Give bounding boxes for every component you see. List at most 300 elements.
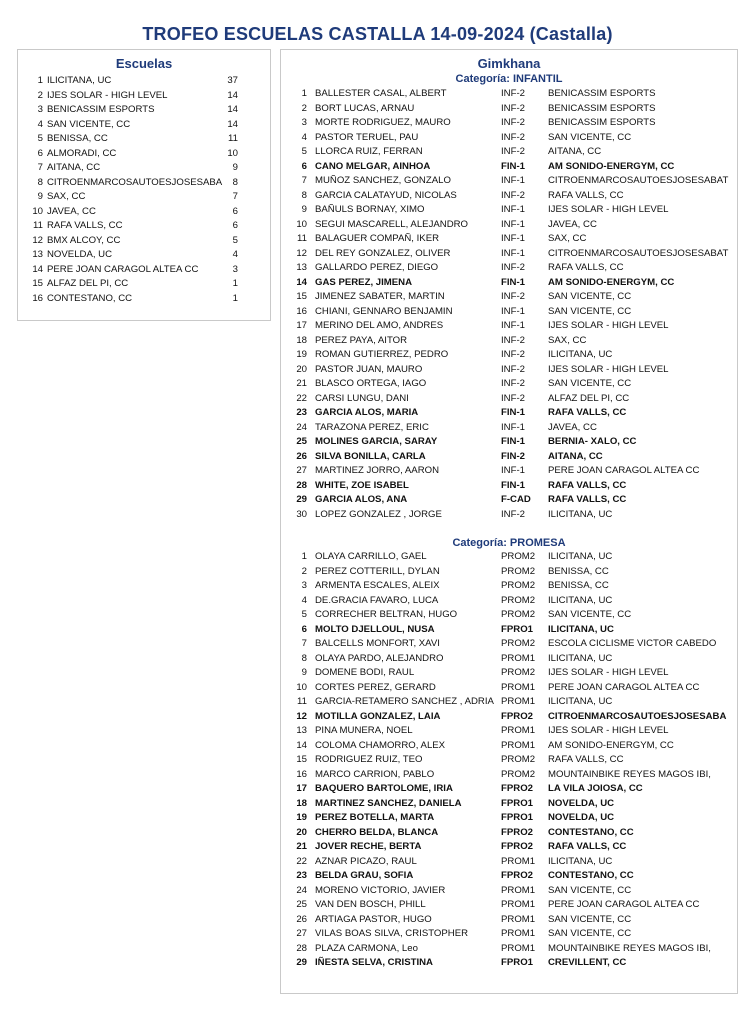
position: 14 [296,739,307,751]
rider-category: PROM1 [501,928,536,939]
rider-name: RODRIGUEZ RUIZ, TEO [315,754,423,765]
position: 8 [37,176,43,188]
club-name: BENICASSIM ESPORTS [548,117,656,128]
club-name: PERE JOAN CARAGOL ALTEA CC [548,899,700,910]
promesa-row [281,884,737,899]
rider-name: IÑESTA SELVA, CRISTINA [315,957,433,968]
infantil-row [281,232,737,247]
position: 2 [37,89,43,101]
rider-name: BAQUERO BARTOLOME, IRIA [315,783,453,794]
rider-category: INF-2 [501,146,525,157]
club-name: ILICITANA, UC [548,594,613,606]
rider-name: CHIANI, GENNARO BENJAMIN [315,305,453,317]
rider-name: BAÑULS BORNAY, XIMO [315,204,425,215]
rider-category: FPRO1 [501,623,533,635]
position: 16 [296,305,307,317]
rider-category: PROM1 [501,942,536,954]
position: 6 [301,160,307,172]
rider-category: PROM1 [501,652,536,664]
rider-name: VAN DEN BOSCH, PHILL [315,899,426,910]
escuelas-row [26,205,270,220]
infantil-list [281,87,737,522]
club-name: SAN VICENTE, CC [548,378,632,389]
rider-name: MOLTO DJELLOUL, NUSA [315,623,435,635]
rider-name: BALAGUER COMPAÑ, IKER [315,233,440,244]
position: 10 [32,205,43,217]
promesa-row [281,782,737,797]
club-name: AM SONIDO-ENERGYM, CC [548,739,674,751]
rider-name: PEREZ PAYA, AITOR [315,334,408,346]
rider-name: ROMAN GUTIERREZ, PEDRO [315,349,449,360]
escuelas-row [26,234,270,249]
escuelas-heading: Escuelas [115,56,173,71]
infantil-row [281,261,737,276]
position: 3 [301,580,307,591]
infantil-row [281,218,737,233]
position: 27 [296,465,307,476]
rider-name: PEREZ BOTELLA, MARTA [315,812,435,823]
infantil-row [281,464,737,479]
club-name: SAN VICENTE, CC [548,131,632,143]
gimkhana-heading: Gimkhana [477,56,541,71]
rider-name: BORT LUCAS, ARNAU [315,102,415,114]
points: 14 [227,104,238,115]
position: 4 [37,118,43,130]
rider-category: INF-1 [501,320,525,331]
rider-category: INF-1 [501,421,525,433]
club-name: ILICITANA, UC [548,696,613,707]
rider-category: FPRO2 [501,710,533,722]
infantil-row [281,145,737,160]
position: 18 [296,334,307,346]
rider-name: TARAZONA PEREZ, ERIC [315,421,429,433]
infantil-row [281,305,737,320]
club-name: JAVEA, CC [548,218,597,230]
infantil-row [281,508,737,523]
school-name: SAX, CC [47,191,86,202]
infantil-row [281,189,737,204]
club-name: NOVELDA, UC [548,812,615,823]
position: 19 [296,349,307,360]
rider-category: PROM2 [501,565,536,577]
rider-name: OLAYA PARDO, ALEJANDRO [315,652,444,664]
rider-name: SEGUI MASCARELL, ALEJANDRO [315,218,469,230]
promesa-row [281,826,737,841]
rider-category: FIN-1 [501,407,525,418]
rider-name: CORTES PEREZ, GERARD [315,681,436,693]
rider-name: PLAZA CARMONA, Leo [315,942,418,954]
rider-category: INF-2 [501,508,525,520]
position: 23 [296,870,307,881]
rider-category: FIN-1 [501,276,525,288]
infantil-row [281,319,737,334]
rider-category: PROM2 [501,594,536,606]
position: 7 [301,175,307,186]
rider-name: CHERRO BELDA, BLANCA [315,826,439,838]
rider-category: INF-1 [501,175,525,186]
infantil-row [281,160,737,175]
position: 21 [296,378,307,389]
club-name: SAX, CC [548,334,587,346]
rider-category: INF-2 [501,378,525,389]
infantil-row [281,348,737,363]
club-name: ILICITANA, UC [548,551,613,562]
escuelas-row [26,292,270,307]
escuelas-row [26,103,270,118]
club-name: JAVEA, CC [548,421,597,433]
promesa-row [281,855,737,870]
promesa-row [281,695,737,710]
rider-category: FIN-2 [501,450,525,462]
infantil-row [281,435,737,450]
club-name: BENISSA, CC [548,565,609,577]
rider-category: PROM1 [501,725,536,736]
rider-name: MORTE RODRIGUEZ, MAURO [315,117,451,128]
club-name: NOVELDA, UC [548,797,615,809]
rider-category: INF-2 [501,334,525,346]
escuelas-row [26,132,270,147]
escuelas-row [26,176,270,191]
rider-category: PROM1 [501,696,536,707]
club-name: BERNIA- XALO, CC [548,436,637,447]
infantil-row [281,174,737,189]
promesa-row [281,608,737,623]
rider-name: PASTOR JUAN, MAURO [315,363,423,375]
rider-name: MARTINEZ SANCHEZ, DANIELA [315,797,462,809]
rider-category: INF-2 [501,363,525,375]
school-name: RAFA VALLS, CC [47,220,123,231]
rider-category: PROM1 [501,855,536,867]
promesa-row [281,579,737,594]
position: 2 [301,565,307,577]
rider-name: GARCIA ALOS, MARIA [315,407,419,418]
rider-category: PROM2 [501,667,536,678]
position: 11 [297,233,307,244]
promesa-row [281,565,737,580]
infantil-row [281,116,737,131]
position: 12 [296,710,307,722]
club-name: RAFA VALLS, CC [548,407,627,418]
rider-category: INF-1 [501,305,525,317]
position: 12 [296,247,307,259]
club-name: MOUNTAINBIKE REYES MAGOS IBI, [548,942,711,954]
school-name: IJES SOLAR - HIGH LEVEL [47,89,168,101]
club-name: ILICITANA, UC [548,855,613,867]
club-name: PERE JOAN CARAGOL ALTEA CC [548,465,700,476]
rider-name: DOMENE BODI, RAUL [315,667,415,678]
promesa-row [281,724,737,739]
rider-name: JOVER RECHE, BERTA [315,841,422,852]
club-name: IJES SOLAR - HIGH LEVEL [548,725,669,736]
escuelas-row [26,74,270,89]
promesa-row [281,623,737,638]
position: 13 [296,262,307,273]
position: 17 [296,320,307,331]
position: 28 [296,479,307,491]
position: 9 [37,191,43,202]
position: 6 [37,147,43,159]
rider-name: MARTINEZ JORRO, AARON [315,465,440,476]
rider-name: DEL REY GONZALEZ, OLIVER [315,247,451,259]
position: 4 [301,594,307,606]
rider-name: CARSI LUNGU, DANI [315,392,409,404]
rider-name: GAS PEREZ, JIMENA [315,276,413,288]
promesa-row [281,753,737,768]
promesa-row [281,956,737,971]
infantil-row [281,276,737,291]
points: 1 [232,292,238,304]
position: 1 [37,75,43,86]
infantil-heading: Categoría: INFANTIL [455,73,563,85]
club-name: BENICASSIM ESPORTS [548,102,656,114]
escuelas-row [26,190,270,205]
club-name: SAN VICENTE, CC [548,291,632,302]
escuelas-row [26,118,270,133]
promesa-row [281,652,737,667]
position: 16 [32,292,43,304]
rider-name: MUÑOZ SANCHEZ, GONZALO [315,175,451,186]
points: 14 [227,89,238,101]
rider-name: MOLINES GARCIA, SARAY [315,436,438,447]
position: 6 [301,623,307,635]
points: 9 [232,162,238,173]
promesa-row [281,637,737,652]
rider-category: FIN-1 [501,160,525,172]
promesa-row [281,550,737,565]
club-name: RAFA VALLS, CC [548,494,627,505]
rider-category: FPRO1 [501,812,533,823]
club-name: RAFA VALLS, CC [548,479,627,491]
position: 9 [301,667,307,678]
rider-category: INF-2 [501,102,525,114]
gimkhana-panel [280,49,738,994]
club-name: AM SONIDO-ENERGYM, CC [548,160,675,172]
club-name: AITANA, CC [548,146,602,157]
rider-category: FPRO2 [501,783,533,794]
rider-name: MERINO DEL AMO, ANDRES [315,320,444,331]
position: 26 [296,913,307,925]
escuelas-panel [17,49,271,321]
position: 18 [296,797,307,809]
rider-category: FIN-1 [501,479,525,491]
points: 1 [232,278,238,289]
rider-name: GARCIA ALOS, ANA [315,494,408,505]
position: 22 [296,392,307,404]
rider-category: INF-1 [501,247,525,259]
infantil-row [281,334,737,349]
club-name: BENICASSIM ESPORTS [548,88,656,99]
page-title: TROFEO ESCUELAS CASTALLA 14-09-2024 (Castalla) [142,24,613,44]
points: 7 [232,191,238,202]
position: 4 [301,131,307,143]
position: 25 [296,899,307,910]
club-name: CONTESTANO, CC [548,826,634,838]
club-name: SAN VICENTE, CC [548,913,632,925]
infantil-row [281,392,737,407]
school-name: ILICITANA, UC [47,75,112,86]
rider-category: PROM1 [501,739,536,751]
position: 22 [296,855,307,867]
promesa-row [281,869,737,884]
club-name: IJES SOLAR - HIGH LEVEL [548,320,669,331]
position: 29 [296,494,307,505]
points: 8 [232,176,238,188]
club-name: ILICITANA, UC [548,652,613,664]
rider-name: ARTIAGA PASTOR, HUGO [315,913,432,925]
rider-name: SILVA BONILLA, CARLA [315,450,426,462]
rider-category: INF-1 [501,204,525,215]
rider-name: WHITE, ZOE ISABEL [315,479,409,491]
rider-name: PASTOR TERUEL, PAU [315,131,419,143]
school-name: BENISSA, CC [47,133,108,144]
position: 25 [296,436,307,447]
position: 1 [301,88,307,99]
position: 5 [301,609,307,620]
promesa-row [281,898,737,913]
position: 2 [301,102,307,114]
escuelas-row [26,161,270,176]
position: 15 [296,291,307,302]
rider-category: PROM1 [501,913,536,925]
rider-name: PEREZ COTTERILL, DYLAN [315,565,440,577]
points: 3 [232,263,238,275]
rider-category: PROM1 [501,884,536,896]
school-name: JAVEA, CC [47,205,96,217]
points: 11 [228,133,238,144]
school-name: ALMORADI, CC [47,147,117,159]
points: 5 [232,234,238,246]
position: 3 [37,104,43,115]
rider-category: INF-2 [501,189,525,201]
points: 10 [227,147,238,159]
school-name: BMX ALCOY, CC [47,234,121,246]
position: 15 [32,278,43,289]
rider-name: PINA MUNERA, NOEL [315,725,413,736]
position: 17 [296,783,307,794]
promesa-row [281,913,737,928]
rider-name: BLASCO ORTEGA, IAGO [315,378,427,389]
infantil-row [281,493,737,508]
promesa-row [281,811,737,826]
rider-name: ARMENTA ESCALES, ALEIX [315,580,440,591]
infantil-row [281,406,737,421]
position: 23 [296,407,307,418]
club-name: CONTESTANO, CC [548,870,634,881]
position: 14 [296,276,307,288]
club-name: SAN VICENTE, CC [548,305,632,317]
rider-category: INF-2 [501,392,525,404]
club-name: RAFA VALLS, CC [548,841,627,852]
school-name: NOVELDA, UC [47,249,113,260]
rider-category: F-CAD [501,494,531,505]
promesa-row [281,710,737,725]
position: 24 [296,884,307,896]
position: 15 [296,754,307,765]
school-name: CITROENMARCOSAUTOESJOSESABA [47,176,223,188]
rider-category: PROM2 [501,551,536,562]
rider-name: VILAS BOAS SILVA, CRISTOPHER [315,928,469,939]
promesa-row [281,942,737,957]
position: 13 [296,725,307,736]
rider-name: LLORCA RUIZ, FERRAN [315,146,423,157]
rider-name: GALLARDO PEREZ, DIEGO [315,262,439,273]
rider-name: BALCELLS MONFORT, XAVI [315,638,440,649]
escuelas-row [26,263,270,278]
rider-category: PROM1 [501,899,536,910]
position: 20 [296,826,307,838]
rider-name: CORRECHER BELTRAN, HUGO [315,609,458,620]
club-name: ILICITANA, UC [548,508,613,520]
rider-category: PROM2 [501,580,536,591]
promesa-row [281,739,737,754]
rider-name: MORENO VICTORIO, JAVIER [315,884,446,896]
position: 16 [296,768,307,780]
club-name: ILICITANA, UC [548,349,613,360]
position: 1 [301,551,307,562]
promesa-heading: Categoría: PROMESA [452,537,566,549]
club-name: ILICITANA, UC [548,623,614,635]
rider-name: LOPEZ GONZALEZ , JORGE [315,508,442,520]
school-name: CONTESTANO, CC [47,292,133,304]
rider-name: MOTILLA GONZALEZ, LAIA [315,710,441,722]
escuelas-row [26,277,270,292]
club-name: IJES SOLAR - HIGH LEVEL [548,363,669,375]
rider-name: MARCO CARRION, PABLO [315,768,435,780]
rider-name: BELDA GRAU, SOFIA [315,870,414,881]
club-name: SAX, CC [548,233,587,244]
rider-category: INF-2 [501,262,525,273]
rider-category: PROM2 [501,768,536,780]
rider-category: INF-2 [501,117,525,128]
infantil-row [281,290,737,305]
position: 26 [296,450,307,462]
rider-category: INF-1 [501,233,525,244]
position: 24 [296,421,307,433]
infantil-row [281,377,737,392]
infantil-row [281,131,737,146]
infantil-row [281,247,737,262]
school-name: PERE JOAN CARAGOL ALTEA CC [47,263,199,275]
club-name: PERE JOAN CARAGOL ALTEA CC [548,681,700,693]
points: 14 [227,118,238,130]
position: 14 [32,263,43,275]
infantil-row [281,421,737,436]
position: 11 [33,220,43,231]
points: 4 [232,249,238,260]
club-name: RAFA VALLS, CC [548,189,624,201]
position: 20 [296,363,307,375]
club-name: BENISSA, CC [548,580,609,591]
rider-category: INF-2 [501,349,525,360]
club-name: SAN VICENTE, CC [548,884,632,896]
rider-category: INF-1 [501,218,525,230]
position: 12 [32,234,43,246]
club-name: CITROENMARCOSAUTOESJOSESABAT [548,247,729,259]
school-name: AITANA, CC [47,162,101,173]
position: 3 [301,117,307,128]
position: 30 [296,508,307,520]
school-name: BENICASSIM ESPORTS [47,104,155,115]
rider-category: PROM2 [501,609,536,620]
infantil-row [281,450,737,465]
club-name: SAN VICENTE, CC [548,928,632,939]
rider-name: GARCIA-RETAMERO SANCHEZ , ADRIA [315,696,494,707]
rider-category: FIN-1 [501,436,525,447]
club-name: ALFAZ DEL PI, CC [548,392,630,404]
rider-category: INF-2 [501,291,525,302]
rider-category: FPRO2 [501,870,533,881]
club-name: LA VILA JOIOSA, CC [548,783,643,794]
